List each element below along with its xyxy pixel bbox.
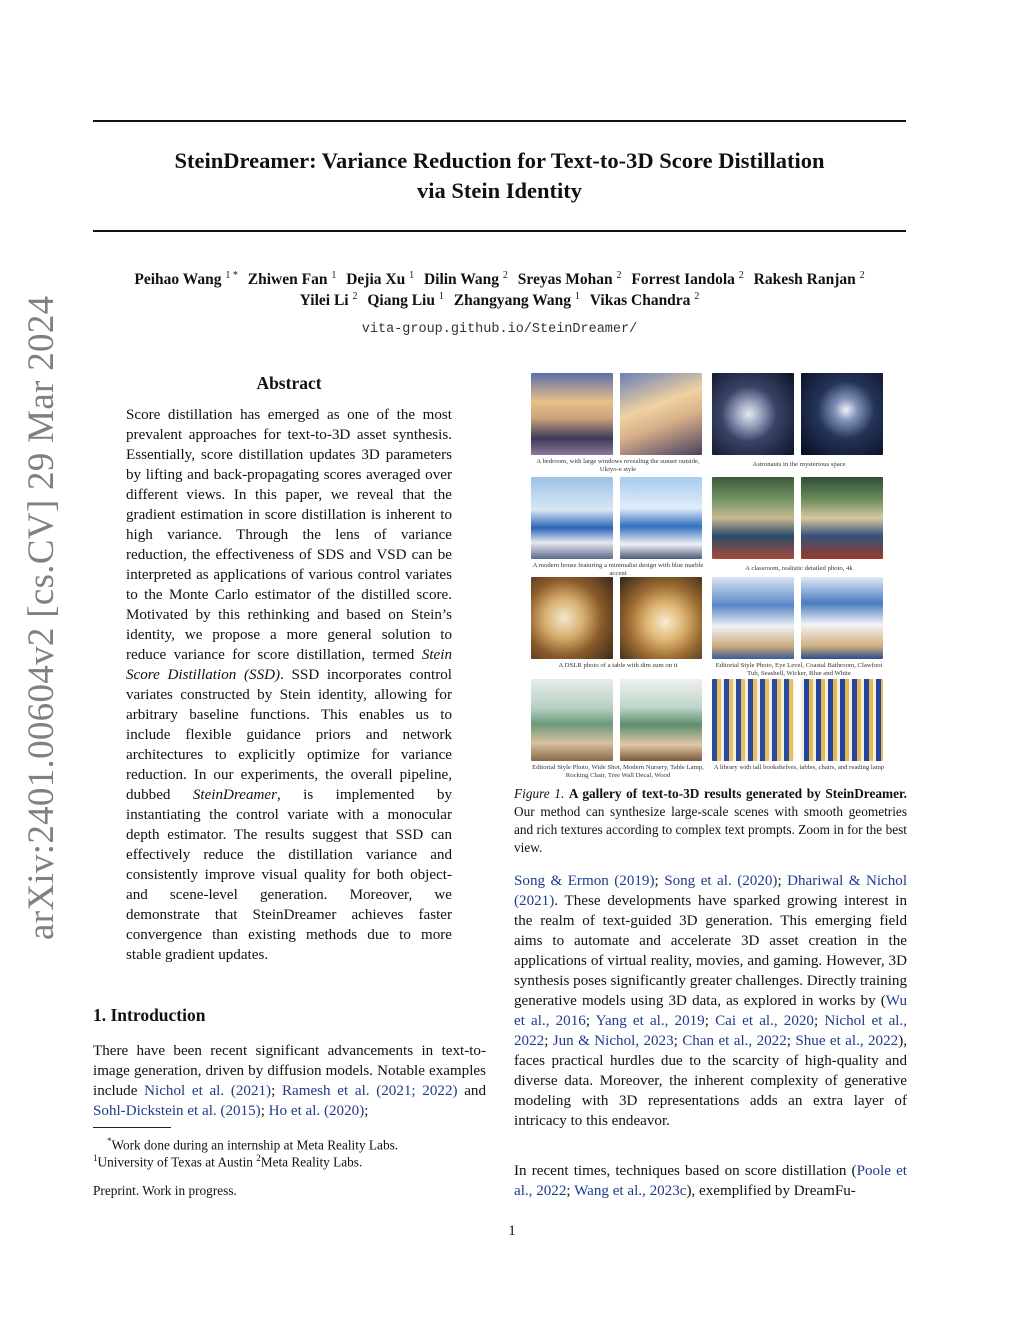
- footnote-internship: *Work done during an internship at Meta Reality Labs.: [107, 1136, 399, 1153]
- figure-1-caption: Figure 1. A gallery of text-to-3D results generated by SteinDreamer. Our method can synthesize large-scale scenes with smooth geometries and rich textures according to complex text prompts. Zoom in for the best view.: [514, 786, 907, 855]
- figure-caption: A DSLR photo of a table with dim sum on it: [558, 662, 678, 669]
- abstract-body: Score distillation has emerged as one of the most prevalent approaches for text-to-3D asset synthesis. Essentially, score distillation updates 3D parameters by lifting and back-propagating scores averaged over different views. In this paper, we reveal that the gradient estimation in score distillation is inherent to high variance. Through the lens of variance reduction, the effectiveness of SDS and VSD can be interpreted as applications of various control variates to the Monte Carlo estimator of the distilled score. Motivated by this rethinking and based on Stein’s identity, we propose a more general solution to reduce variance for score distillation, termed Stein Score Distillation (SSD). SSD incorporates control variates constructed by Stein identity, allowing for arbitrary baseline functions. This enables us to include flexible guidance priors and network architectures to explicitly optimize for variance reduction. In our experiments, the overall pipeline, dubbed SteinDreamer, is implemented by instantiating the control variate with a monocular depth estimator. The results suggest that SSD can effectively reduce the distillation variance and consistently improve visual quality for both object- and scene-level generation. Moreover, we demonstrate that SteinDreamer achieves faster convergence than existing methods due to more stable gradient updates.: [126, 407, 452, 963]
- author: Sreyas Mohan $^2$: [517, 270, 622, 289]
- author-list-line2: [93, 287, 906, 311]
- section-heading-introduction: 1. Introduction: [93, 1005, 206, 1025]
- footnote-rule: [93, 1127, 171, 1128]
- project-url[interactable]: vita-group.github.io/SteinDreamer/: [361, 322, 638, 337]
- citation-link[interactable]: Ramesh et al. (2021; 2022): [281, 1083, 458, 1099]
- gallery-cell-dim-sum: [531, 577, 705, 670]
- citation-link[interactable]: Sohl-Dickstein et al. (2015): [93, 1103, 261, 1119]
- citation-link[interactable]: Dhariwal & Nichol (2021): [514, 873, 908, 909]
- author: Peihao Wang $^{1 *}$: [134, 270, 238, 289]
- title-bottom-rule: [93, 230, 906, 232]
- author: Qiang Liu $^1$: [367, 291, 444, 310]
- citation-link[interactable]: Wang et al., 2023c: [574, 1183, 687, 1199]
- render-image: [531, 679, 613, 761]
- author: Dejia Xu $^1$: [346, 270, 415, 289]
- citation-link[interactable]: Nichol et al., 2022: [514, 1013, 908, 1049]
- render-image: [712, 679, 794, 761]
- citation-link[interactable]: Song & Ermon (2019): [514, 873, 655, 889]
- author: Vikas Chandra $^2$: [589, 291, 700, 310]
- abstract-heading: Abstract: [256, 373, 322, 393]
- footnote-affiliations: $^1$University of Texas at Austin $^2$Meta Reality Labs.: [93, 1153, 363, 1170]
- citation-link[interactable]: Ho et al. (2020): [268, 1103, 365, 1119]
- figure-caption: A library with tall bookshelves, tables, chairs, and reading lamp: [713, 764, 885, 771]
- citation-link[interactable]: Jun & Nichol, 2023: [552, 1033, 674, 1049]
- citation-link[interactable]: Nichol et al. (2021): [144, 1083, 272, 1099]
- figure-caption: A modern house featuring a minimalist design with blue marble accent: [532, 562, 704, 577]
- paper-title-line1: SteinDreamer: Variance Reduction for Text-to-3D Score Distillation: [174, 148, 825, 173]
- figure-caption: Editorial Style Photo, Eye Level, Coastal Bathroom, Clawfoot Tub, Seashell, Wicker, Blue and White: [715, 662, 883, 677]
- gallery-cell-classroom: [712, 477, 886, 573]
- page-number: 1: [508, 1223, 516, 1239]
- render-image: [801, 577, 883, 659]
- introduction-paragraph: There have been recent significant advancements in text-to-image generation, driven by diffusion models. Notable examples include Nichol et al. (2021); Ramesh et al. (2021; 2022) and Sohl-Dickstein et al. (2015); Ho et al. (2020);: [93, 1043, 487, 1119]
- figure-caption: Editorial Style Photo, Wide Shot, Modern Nursery, Table Lamp, Rocking Chair, Tree Wall Decal, Wood: [532, 764, 704, 779]
- author: Forrest Iandola $^2$: [631, 270, 744, 289]
- render-image: [620, 477, 702, 559]
- author: Yilei Li $^2$: [299, 291, 358, 310]
- render-image: [531, 577, 613, 659]
- citation-link[interactable]: Shue et al., 2022: [795, 1033, 899, 1049]
- citation-link[interactable]: Poole et al., 2022: [514, 1163, 907, 1199]
- title-top-rule: [93, 120, 906, 122]
- figure-caption: A bedroom, with large windows revealing the sunset outside, Ukiyo-e style: [536, 458, 700, 473]
- author: Zhiwen Fan $^1$: [247, 270, 337, 289]
- render-image: [620, 577, 702, 659]
- figure-caption: A classroom, realistic detailed photo, 4k: [745, 565, 853, 572]
- render-image: [801, 477, 883, 559]
- author: Rakesh Ranjan $^2$: [753, 270, 865, 289]
- render-image: [712, 477, 794, 559]
- render-image: [531, 373, 613, 455]
- paper-title-line2: via Stein Identity: [416, 178, 582, 203]
- citation-link[interactable]: Song et al. (2020): [664, 873, 778, 889]
- gallery-cell-bathroom: [712, 577, 886, 678]
- render-image: [620, 679, 702, 761]
- citation-link[interactable]: Yang et al., 2019: [595, 1013, 705, 1029]
- gallery-cell-astronauts: [712, 373, 886, 469]
- render-image: [620, 373, 702, 455]
- gallery-cell-modern-house: [531, 477, 705, 578]
- render-image: [801, 373, 883, 455]
- arxiv-side-stamp: arXiv:2401.00604v2 [cs.CV] 29 Mar 2024: [21, 295, 62, 940]
- citation-link[interactable]: Wu et al., 2016: [514, 993, 907, 1029]
- right-column-paragraph-2: In recent times, techniques based on score distillation (Poole et al., 2022; Wang et al., 2023c), exemplified by DreamFu-: [514, 1163, 907, 1199]
- render-image: [712, 373, 794, 455]
- right-column-paragraph: Song & Ermon (2019); Song et al. (2020); Dhariwal & Nichol (2021). These developments have sparked growing interest in the realm of text-guided 3D generation. This emerging field aims to automate and accelerate 3D asset creation in the applications of virtual reality, movies, and gaming. However, 3D synthesis poses significantly greater challenges. Directly training generative models using 3D data, as explored in works by (Wu et al., 2016; Yang et al., 2019; Cai et al., 2020; Nichol et al., 2022; Jun & Nichol, 2023; Chan et al., 2022; Shue et al., 2022), faces practical hurdles due to the scarcity of high-quality and diverse data. Moreover, the inherent complexity of generative modeling with 3D representations adds an extra layer of intricacy to this endeavor.: [514, 873, 908, 1129]
- render-image: [801, 679, 883, 761]
- citation-link[interactable]: Chan et al., 2022: [682, 1033, 787, 1049]
- render-image: [531, 477, 613, 559]
- gallery-cell-bedroom: [531, 373, 705, 474]
- author: Dilin Wang $^2$: [423, 270, 508, 289]
- author: Zhangyang Wang $^1$: [453, 291, 580, 310]
- figure-caption: Astronauts in the mysterious space: [752, 461, 846, 468]
- gallery-cell-library: [712, 679, 886, 772]
- render-image: [712, 577, 794, 659]
- citation-link[interactable]: Cai et al., 2020: [715, 1013, 814, 1029]
- preprint-note: Preprint. Work in progress.: [93, 1183, 237, 1198]
- gallery-cell-nursery: [531, 679, 705, 780]
